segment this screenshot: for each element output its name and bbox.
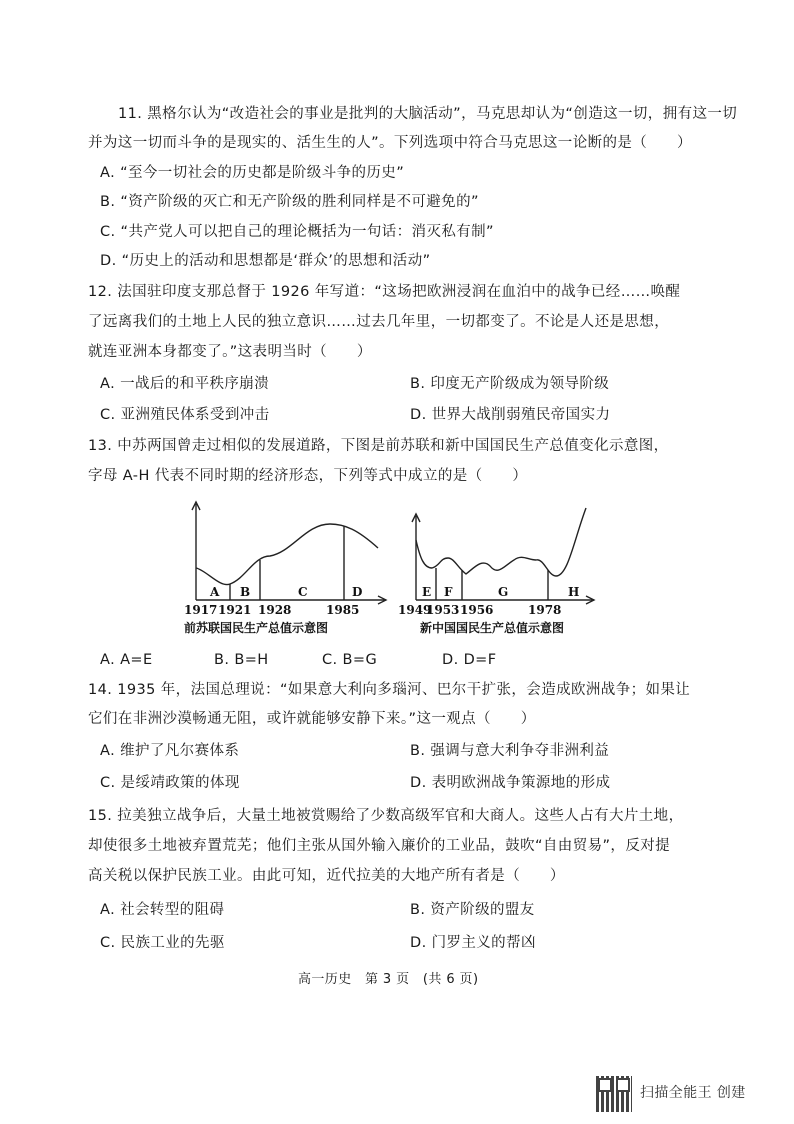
q15-stem-line2: 却使很多土地被弃置荒芜；他们主张从国外输入廉价的工业品，鼓吹“自由贸易”，反对提 [88, 838, 671, 854]
prc-seg-h: H [568, 585, 580, 599]
q15-stem-line1: 15. 拉美独立战争后，大量土地被赏赐给了少数高级军官和大商人。这些人占有大片土地， [88, 808, 684, 824]
q11-option-c: C. “共产党人可以把自己的理论概括为一句话：消灭私有制” [100, 224, 494, 240]
prc-seg-f: F [444, 585, 453, 599]
ussr-gnp-chart [180, 496, 390, 642]
q15-option-a: A. 社会转型的阻碍 [100, 902, 225, 918]
q13-option-c: C. B=G [322, 652, 378, 668]
q13-option-a: A. A=E [100, 652, 153, 668]
q12-option-b: B. 印度无产阶级成为领导阶级 [410, 376, 610, 392]
q14-option-b: B. 强调与意大利争夺非洲利益 [410, 743, 610, 759]
qr-code-icon [596, 1076, 632, 1112]
ussr-tick-1917: 1917 [184, 603, 218, 617]
q14-option-a: A. 维护了凡尔赛体系 [100, 743, 240, 759]
prc-tick-1978: 1978 [528, 603, 562, 617]
prc-seg-g: G [498, 585, 509, 599]
q15-option-d: D. 门罗主义的帮凶 [410, 935, 536, 951]
q13-option-d: D. D=F [442, 652, 497, 668]
q14-stem-line1: 14. 1935 年，法国总理说：“如果意大利向多瑙河、巴尔干扩张，会造成欧洲战争；如果让 [88, 682, 691, 698]
q15-stem-line3: 高关税以保护民族工业。由此可知，近代拉美的大地产所有者是（ ） [88, 868, 565, 884]
scanner-watermark: 扫描全能王 创建 [640, 1085, 746, 1101]
ussr-tick-1985: 1985 [326, 603, 360, 617]
prc-curve [416, 508, 586, 576]
page-footer: 高一历史 第 3 页 (共 6 页) [298, 972, 479, 987]
q12-stem-line2: 了远离我们的土地上人民的独立意识……过去几年里，一切都变了。不论是人还是思想， [88, 314, 670, 330]
prc-tick-1953: 1953 [426, 603, 460, 617]
q13-option-b: B. B=H [214, 652, 269, 668]
ussr-seg-b: B [240, 585, 251, 599]
q11-option-b: B. “资产阶级的灭亡和无产阶级的胜利同样是不可避免的” [100, 194, 479, 210]
q12-option-c: C. 亚洲殖民体系受到冲击 [100, 407, 270, 423]
q14-option-c: C. 是绥靖政策的体现 [100, 775, 240, 791]
q11-option-d: D. “历史上的活动和思想都是‘群众’的思想和活动” [100, 253, 431, 269]
q14-option-d: D. 表明欧洲战争策源地的形成 [410, 775, 611, 791]
q12-option-d: D. 世界大战削弱殖民帝国实力 [410, 407, 611, 423]
q11-stem-line1: 11. 黑格尔认为“改造社会的事业是批判的大脑活动”，马克思却认为“创造这一切，拥有这一切 [118, 106, 738, 122]
prc-gnp-chart [398, 496, 598, 642]
q13-stem-line2: 字母 A-H 代表不同时期的经济形态，下列等式中成立的是（ ） [88, 468, 528, 484]
prc-chart-title: 新中国国民生产总值示意图 [420, 621, 565, 635]
q15-option-b: B. 资产阶级的盟友 [410, 902, 535, 918]
q11-stem-line2: 并为这一切而斗争的是现实的、活生生的人”。下列选项中符合马克思这一论断的是（ ） [88, 135, 692, 151]
q12-stem-line3: 就连亚洲本身都变了。”这表明当时（ ） [88, 344, 372, 360]
q12-option-a: A. 一战后的和平秩序崩溃 [100, 376, 270, 392]
ussr-curve [196, 524, 378, 585]
ussr-tick-1921: 1921 [218, 603, 252, 617]
prc-tick-1949: 1949 [398, 603, 432, 617]
ussr-seg-d: D [352, 585, 363, 599]
q14-stem-line2: 它们在非洲沙漠畅通无阻，或许就能够安静下来。”这一观点（ ） [88, 711, 536, 727]
q13-stem-line1: 13. 中苏两国曾走过相似的发展道路，下图是前苏联和新中国国民生产总值变化示意图， [88, 438, 669, 454]
prc-tick-1956: 1956 [460, 603, 494, 617]
ussr-seg-c: C [298, 585, 308, 599]
q15-option-c: C. 民族工业的先驱 [100, 935, 225, 951]
q11-option-a: A. “至今一切社会的历史都是阶级斗争的历史” [100, 165, 405, 181]
prc-seg-e: E [422, 585, 432, 599]
q12-stem-line1: 12. 法国驻印度支那总督于 1926 年写道：“这场把欧洲浸润在血泊中的战争已经……唤醒 [88, 284, 681, 300]
ussr-seg-a: A [210, 585, 220, 599]
ussr-tick-1928: 1928 [258, 603, 292, 617]
ussr-chart-title: 前苏联国民生产总值示意图 [184, 621, 329, 635]
